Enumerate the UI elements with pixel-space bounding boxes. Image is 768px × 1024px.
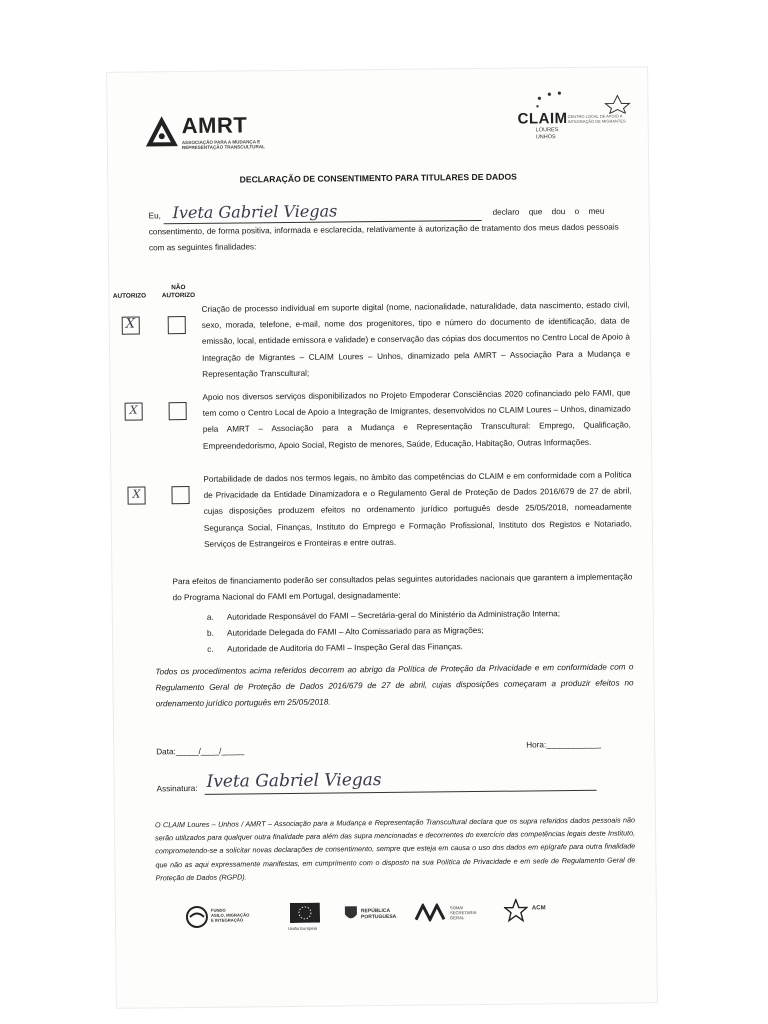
claim-name: CLAIM [517, 110, 568, 128]
funding-list [207, 605, 627, 658]
eu-flag-icon [290, 903, 320, 923]
not-authorize-checkbox-1[interactable] [168, 316, 186, 334]
handwritten-name: Iveta Gabriel Viegas [172, 201, 338, 223]
amrt-name: AMRT [181, 112, 248, 139]
checkbox-mark-3: X [132, 487, 141, 501]
amrt-subtitle: ASSOCIAÇÃO PARA A MUDANÇA E REPRESENTAÇÃO TRANSCULTURAL [181, 139, 265, 151]
header-not-authorize [155, 284, 201, 300]
list-marker: c. [207, 645, 214, 655]
consent-item-2: Apoio nos diversos serviços disponibilizados no Projeto Empoderar Consciências 2020 cofinanciado pelo FAMI, que tem como o Centro Local de Apoio a Integração de Imigrantes, desenvolvidos no CLAIM Loures – Unhos, dinamizado pela AMRT – Associação para a Mudança e Representação Transcultural: Emprego, Qualificação, Empreendedorismo, Apoio Social, Registo de menores, Saúde, Educação, Habitação, Outras Informações. [202, 388, 631, 451]
claim-loures: LOURES [535, 127, 559, 134]
list-marker: a. [206, 612, 214, 622]
sgmai-label-3: GERAL [449, 915, 465, 921]
consent-item-1: Criação de processo individual em suporte digital (nome, nacionalidade, naturalidade, data nascimento, estado civil, sexo, morada, telefone, e-mail, nome dos progenitores, tipo e número do documento de identificação, data de emissão, local, entidade emissora e validade) e conservação das cópias dos documentos no Centro Local de Apoio à Integração de Migrantes – CLAIM Loures – Unhos, dinamizado pela AMRT – Associação Para a Mudança e Representação Transcultural; [201, 300, 631, 379]
checkbox-mark-1: X [125, 316, 136, 332]
declarant-suffix: declaro que dou o meu [492, 206, 605, 217]
header-authorize: AUTORIZO [112, 292, 147, 300]
list-marker: b. [206, 628, 214, 639]
signature-label: Assinatura: [156, 783, 198, 794]
authorize-checkbox-3[interactable] [127, 486, 145, 504]
portugal-emblem-icon [344, 904, 358, 922]
list-item [207, 638, 627, 659]
time-field[interactable]: Hora:____________ [526, 739, 601, 750]
consent-intro: consentimento, de forma positiva, informada e esclarecida, relativamente à autorização de tratamento dos meus dados pessoais com as seguintes finalidades: [148, 222, 619, 253]
fami-label-3: E INTEGRAÇÃO [210, 917, 244, 923]
fami-label [211, 907, 250, 922]
list-text: Autoridade Responsável do FAMI – Secretária-geral do Ministério da Administração Interna; [226, 609, 560, 622]
portugal-label-1: REPÚBLICA [360, 907, 391, 915]
handwritten-signature: Iveta Gabriel Viegas [206, 770, 382, 792]
footer-logos [186, 898, 606, 942]
funding-intro: Para efeitos de financiamento poderão ser consultados pelas seguintes autoridades nacionais que garantem a implementação do Programa Nacional do FAMI em Portugal, designadamente: [172, 572, 633, 603]
sgmai-label-1: SOMAI [449, 905, 464, 911]
document-sheet [107, 67, 657, 1008]
document-title: DECLARAÇÃO DE CONSENTIMENTO PARA TITULARES DE DADOS [239, 171, 517, 185]
list-text: Autoridade Delegada do FAMI – Alto Comissariado para as Migrações; [226, 626, 484, 638]
header-not-authorize-line1: NÃO [171, 284, 186, 292]
amrt-logo [144, 111, 264, 152]
portugal-label-2: PORTUGUESA [360, 913, 397, 921]
claim-logo [517, 89, 636, 142]
fami-logo-icon [186, 906, 208, 928]
checkbox-mark-2: X [129, 403, 138, 417]
acm-logo-icon [504, 898, 528, 922]
not-authorize-checkbox-2[interactable] [169, 402, 187, 420]
date-field[interactable]: Data:_____/____/_____ [156, 746, 245, 757]
claim-description: CENTRO LOCAL DE APOIO À INTEGRAÇÃO DE MIGRANTES [567, 113, 626, 124]
sgmai-label-2: SECRETARIA [449, 910, 477, 916]
consent-item-3: Portabilidade de dados nos termos legais, no âmbito das competências do CLAIM e em conformidade com a Política de Privacidade da Entidade Dinamizadora e o Regulamento Geral de Proteção de Dados 2016/679 de 27 de abril, cujas disposições produzem efeitos no ordenamento jurídico português desde 25/05/2018, nomeadamente Segurança Social, Finanças, Instituto do Emprego e Formação Profissional, Instituto dos Registos e Notariado, Serviços de Estrangeiros e Fronteiras e entre outras. [203, 470, 632, 549]
declarant-prefix: Eu, [148, 211, 161, 221]
procedures-text: Todos os procedimentos acima referidos decorrem ao abrigo da Política de Proteção da Privacidade e em conformidade com o Regulamento Geral de Proteção de Dados 2016/679 de 27 de abril, cujas disposições começaram a produzir efeitos no ordenamento jurídico português em 25/05/2018. [155, 662, 634, 709]
fami-label-1: FUNDO [210, 907, 226, 913]
header-not-authorize-line2: AUTORIZO [161, 291, 196, 300]
acm-label: ACM [531, 905, 546, 912]
fami-label-2: ASILO, MIGRAÇÃO [210, 912, 250, 918]
portugal-label [361, 908, 396, 920]
authorize-checkbox-1[interactable] [122, 317, 140, 335]
claim-unhos: UNHOS [535, 134, 556, 141]
sgmai-label [450, 905, 477, 920]
authorize-checkbox-2[interactable] [125, 402, 143, 420]
footer-statement: O CLAIM Loures – Unhos / AMRT – Associação para a Mudança e Representação Transcultural declara que os supra referidos dados pessoais não serão utilizados para qualquer outra finalidade para além das supra mencionadas e decorrentes do exercício das competências legais deste Instituto, comprometendo-se a solicitar novas declarações de consentimento, sempre que esteja em causa o uso dos dados em epígrafe para outra finalidade que não as aqui expressamente manifestas, em cumprimento com o disposto na sua Política de Privacidade e em sede de Regulamento Geral de Proteção de Dados (RGPD). [154, 815, 636, 883]
not-authorize-checkbox-3[interactable] [171, 486, 189, 504]
sgmai-logo-icon [414, 903, 448, 921]
eu-label: União Europeia [288, 925, 317, 932]
list-text: Autoridade de Auditoria do FAMI – Inspeção Geral das Finanças. [227, 642, 463, 655]
amrt-logo-icon [144, 114, 180, 150]
